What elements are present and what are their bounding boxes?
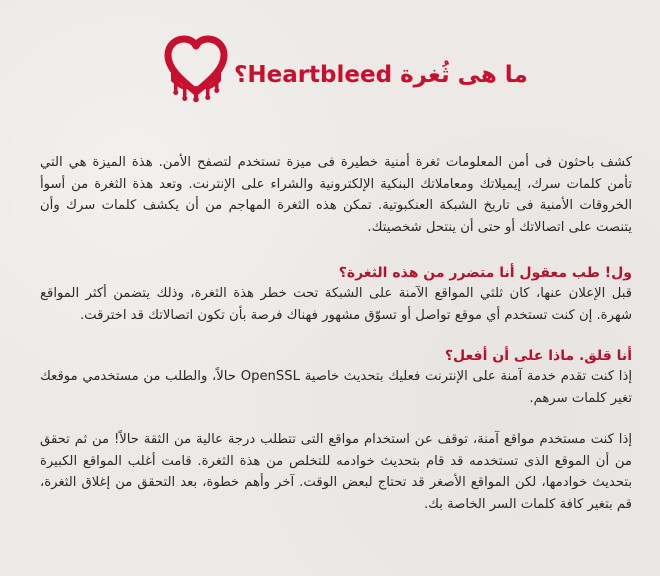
section-body-users: إذا كنت مستخدم مواقع آمنة، توقف عن استخدام مواقع التى تتطلب درجة عالية من الثقة حالاً! من ثم تحقق من أن الموقع الذى تستخدمه قد قام بتحديث خوادمه للتخلص من هذة الثغرة. قامت أغلب المواقع الكبيرة بتحديث خوادمها، لكن المواقع الأصغر قد تحتاج لبعض الوقت. آخر وأهم خطوة، بعد التحقق من إغلاق الثغرة، قم بتغير كافة كلمات السر الخاصة بك. [40,432,632,512]
section-affected [40,263,632,326]
page-title: ما هى ثُغرة Heartbleed؟ [234,62,528,88]
section-what-to-do [40,346,632,515]
section-body-affected: قبل الإعلان عنها، كان ثلثي المواقع الآمنة على الشبكة تحت خطر هذة الثغرة، وذلك يتضمن أكثر المواقع شهرة. إن كنت تستخدم أي موقع تواصل أو تسوّق مشهور فهناك فرصة بأن تكون اتصالاتك قد اخترقت. [40,286,632,323]
bleeding-heart-icon [162,34,230,104]
section-heading-affected: ول! طب معقول أنا متضرر من هذه الثغرة؟ [338,265,632,281]
intro-paragraph: كشف باحثون فى أمن المعلومات ثغرة أمنية خطيرة فى ميزة تستخدم لتصفح الأمن. هذة الميزة هي التي تأمن كلمات سرك، إيميلاتك ومعاملاتك البنكية الإلكترونية والشراء على الإنترنت. وتعد هذة الثغرة من أسوأ الخروقات الأمنية فى تاريخ الشبكة العنكبوتية. تمكن هذه الثغرة المهاجم من أن يكشف كلمات سرك وأن يتنصت على اتصالاتك أو حتى أن ينتحل شخصيتك. [40,155,632,235]
article-body [40,152,632,515]
section-heading-what-to-do: أنا قلق. ماذا على أن أفعل؟ [444,348,632,364]
section-body-providers: إذا كنت تقدم خدمة آمنة على الإنترنت فعليك بتحديث خاصية OpenSSL حالاً، والطلب من مستخدمي موقعك تغير كلمات سرهم. [40,369,632,406]
article-header [162,34,528,104]
